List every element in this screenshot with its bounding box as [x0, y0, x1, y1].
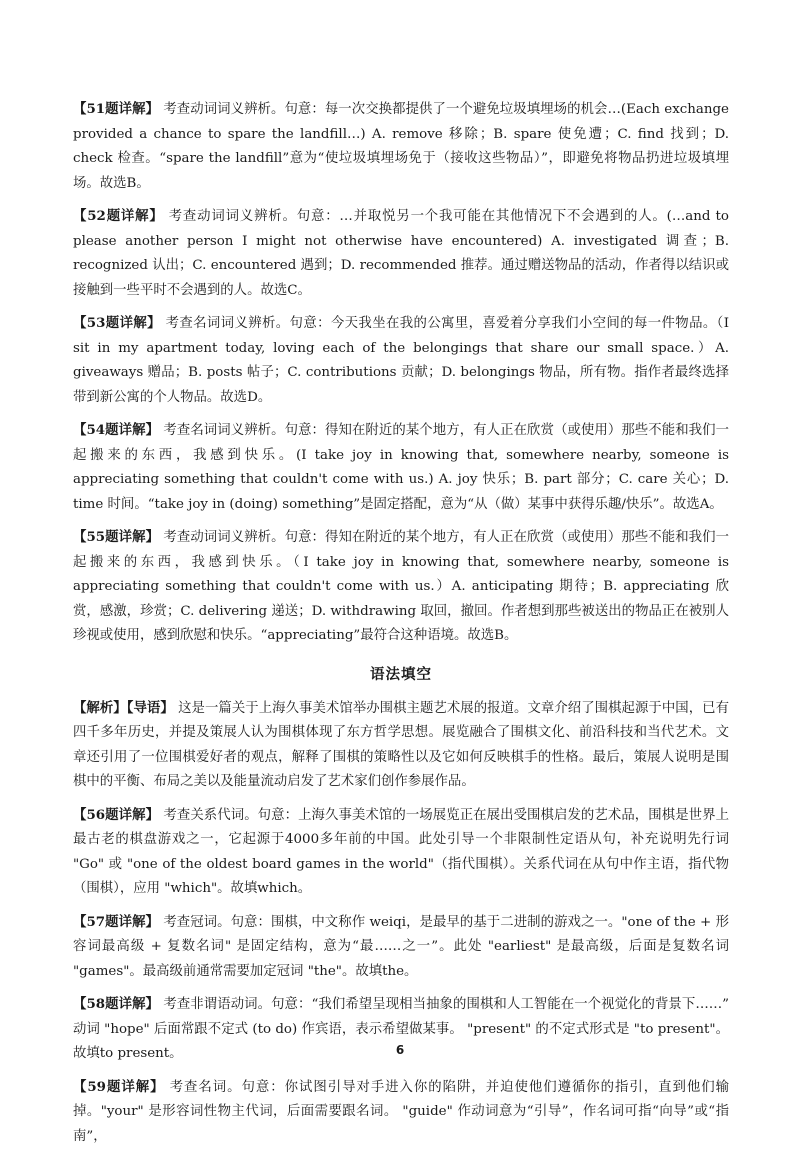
- answer-explanation-56: [73, 803, 729, 902]
- explanation-text: 这是一篇关于上海久事美术馆举办围棋主题艺术展的报道。文章介绍了围棋起源于中国，已有四千多年历史，并提及策展人认为围棋体现了东方哲学思想。展览融合了围棋文化、前沿科技和当代艺术。文章还引用了一位围棋爱好者的观点，解释了围棋的策略性以及它如何反映棋手的性格。最后，策展人说明是围棋中的平衡、布局之美以及能量流动启发了艺术家们创作参展作品。: [73, 700, 729, 789]
- explanation-text: 考查名词。句意：你试图引导对手进入你的陷阱，并迫使他们遵循你的指引，直到他们输掉。"your" 是形容词性物主代词，后面需要跟名词。 "guide" 作动词意为“引导”，作名词可指“向导”或“指南”，: [73, 1079, 729, 1144]
- explanation-text: 考查非谓语动词。句意：“我们希望呈现相当抽象的围棋和人工智能在一个视觉化的背景下……” 动词 "hope" 后面常跟不定式 (to do) 作宾语，表示希望做某事。 "present" 的不定式形式是 "to present"。故填to present。: [73, 997, 729, 1061]
- section-title: 语法填空: [370, 666, 432, 683]
- question-tag: 【52题详解】: [73, 208, 164, 224]
- answer-explanation-53: [73, 311, 729, 410]
- question-tag: 【57题详解】: [73, 913, 159, 930]
- question-tag: 【解析】【导语】: [73, 699, 174, 716]
- explanation-text: 考查冠词。句意：围棋，中文称作 weiqi，是最早的基于二进制的游戏之一。"one of the + 形容词最高级 + 复数名词" 是固定结构，意为“最……之一”。此处 "earliest" 是最高级，后面是复数名词 "games"。最高级前通常需要加定冠词 "the"。故填the。: [73, 914, 729, 979]
- explanation-text: 考查名词词义辨析。句意：今天我坐在我的公寓里，喜爱着分享我们小空间的每一件物品。（I sit in my apartment today, loving each of the belongings that share our small space.）A. giveaways 赠品；B. posts 帖子；C. contributions 贡献；D. belongings 物品，所有物。指作者最终选择带到新公寓的个人物品。故选D。: [73, 316, 729, 405]
- page-content: [73, 97, 729, 1157]
- explanation-text: 考查动词词义辨析。句意：得知在附近的某个地方，有人正在欣赏（或使用）那些不能和我们一起搬来的东西，我感到快乐。（I take joy in knowing that, somewhere nearby, someone is appreciating something that couldn't come with us.）A. anticipating 期待；B. appreciating 欣赏，感激，珍赏；C. delivering 递送；D. withdrawing 取回，撤回。作者想到那些被送出的物品正在被别人珍视或使用，感到欣慰和快乐。“appreciating”最符合这种语境。故选B。: [73, 530, 729, 643]
- question-tag: 【58题详解】: [73, 996, 160, 1012]
- explanation-text: 考查动词词义辨析。句意：每一次交换都提供了一个避免垃圾填埋场的机会…(Each exchange provided a chance to spare the landfill…) A. remove 移除；B. spare 使免遭；C. find 找到；D. check 检查。“spare the landfill”意为“使垃圾填埋场免于（接收这些物品）”，即避免将物品扔进垃圾填埋场。故选B。: [73, 102, 729, 191]
- question-tag: 【51题详解】: [73, 101, 159, 117]
- question-tag: 【59题详解】: [73, 1078, 165, 1095]
- explanation-text: 考查关系代词。句意：上海久事美术馆的一场展览正在展出受围棋启发的艺术品，围棋是世界上最古老的棋盘游戏之一，它起源于4000多年前的中国。此处引导一个非限制性定语从句，补充说明先行词 "Go" 或 "one of the oldest board games in the world"（指代围棋）。关系代词在从句中作主语，指代物（围棋），应用 "which"。故填which。: [73, 807, 729, 896]
- question-tag: 【53题详解】: [73, 315, 161, 331]
- question-tag: 【55题详解】: [73, 529, 160, 545]
- explanation-text: 考查名词词义辨析。句意：得知在附近的某个地方，有人正在欣赏（或使用）那些不能和我们一起搬来的东西，我感到快乐。(I take joy in knowing that, somewhere nearby, someone is appreciating something that couldn't come with us.) A. joy 快乐；B. part 部分；C. care 关心；D. time 时间。“take joy in (doing) something”是固定搭配，意为“从（做）某事中获得乐趣/快乐”。故选A。: [73, 423, 729, 512]
- answer-explanation-51: [73, 97, 729, 196]
- question-tag: 【54题详解】: [73, 422, 160, 438]
- answer-explanation-55: [73, 525, 729, 649]
- passage-guide: [73, 696, 729, 795]
- answer-explanation-54: [73, 418, 729, 517]
- answer-explanation-52: [73, 204, 729, 303]
- page-number: 6: [395, 1043, 405, 1057]
- explanation-text: 考查动词词义辨析。句意：…并取悦另一个我可能在其他情况下不会遇到的人。(…and to please another person I might not otherwise have encountered) A. investigated 调查；B. recognized 认出；C. encountered 遇到；D. recommended 推荐。通过赠送物品的活动，作者得以结识或接触到一些平时不会遇到的人。故选C。: [73, 209, 729, 298]
- answer-explanation-57: [73, 910, 729, 985]
- answer-explanation-59: [73, 1075, 729, 1150]
- question-tag: 【56题详解】: [73, 806, 160, 823]
